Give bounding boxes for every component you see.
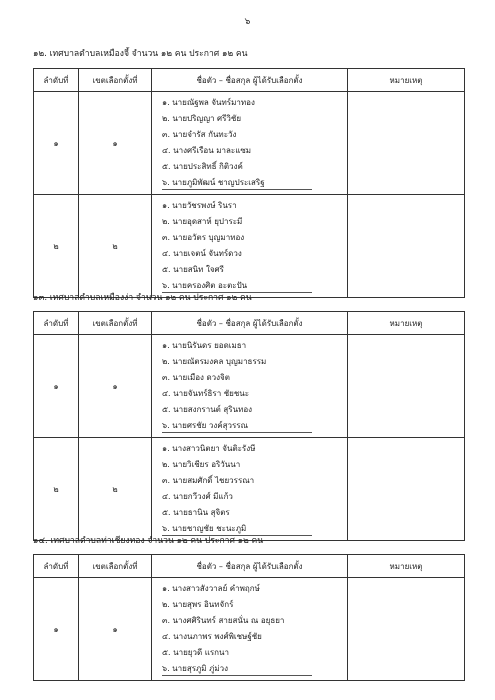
table-row <box>34 195 465 298</box>
header-order: ลำดับที่ <box>34 69 79 92</box>
names-cell <box>152 195 348 298</box>
section-title-14: ๑๔. เทศบาลตำบลท่าเชียงทอง จำนวน ๑๒ คน ประกาศ ๑๒ คน <box>33 536 264 546</box>
name-line: ๒. นายณัตรมงคล บุญมาธรรม <box>162 357 267 366</box>
name-line: ๑. นายวัชรพงษ์ รินรา <box>162 201 237 210</box>
name-line: ๑. นางสาวนิตยา จันติะรังษี <box>162 444 256 453</box>
name-line: ๓. นายสมศักดิ์ ไชยวรรณา <box>162 476 255 485</box>
remark-cell <box>348 438 465 541</box>
table-row <box>34 335 465 438</box>
zone-cell: ๒ <box>79 195 152 298</box>
header-remark: หมายเหตุ <box>348 69 465 92</box>
remark-cell <box>348 578 465 681</box>
name-line: ๑. นายนิรันดร ยอดเมธา <box>162 341 247 350</box>
remark-cell <box>348 335 465 438</box>
name-line: ๒. นายวิเชียร อริวันนา <box>162 460 241 469</box>
name-line: ๖. นายศรชัย วงค์สุวรรณ <box>162 418 347 434</box>
name-line: ๔. นายเจตน์ จันทร์ดวง <box>162 249 242 258</box>
name-line: ๑. นางสาวสังวาลย์ คำพฤกษ์ <box>162 584 260 593</box>
name-line: ๒. นายปริญญา ศรีวิชัย <box>162 114 242 123</box>
name-line: ๖. นายครองศิต อะตะปัน <box>162 278 347 294</box>
name-line: ๑. นายณัฐพล จันทร์มาทอง <box>162 98 255 107</box>
header-zone: เขตเลือกตั้งที่ <box>79 69 152 92</box>
election-table-13 <box>33 311 465 541</box>
name-line: ๔. นายจันทร์ธิรา ชัยชนะ <box>162 389 250 398</box>
names-cell <box>152 335 348 438</box>
remark-cell <box>348 92 465 195</box>
table-header-row <box>34 312 465 335</box>
name-line: ๖. นายชาญชัย ชะนะภูมิ <box>162 521 347 537</box>
name-line: ๖. นายภูมิพัฒน์ ชาญประเสริฐ <box>162 175 347 191</box>
header-zone: เขตเลือกตั้งที่ <box>79 555 152 578</box>
name-line: ๓. นายอวัตร บุญมาทอง <box>162 233 245 242</box>
name-line: ๔. นางศรีเรือน มาละแซม <box>162 146 252 155</box>
section-title-13: ๑๓. เทศบาลตำบลเหมืองง่า จำนวน ๑๒ คน ประกาศ ๑๒ คน <box>33 293 252 303</box>
zone-cell: ๑ <box>79 335 152 438</box>
header-remark: หมายเหตุ <box>348 312 465 335</box>
header-order: ลำดับที่ <box>34 312 79 335</box>
section-title-12: ๑๒. เทศบาลตำบลเหมืองจี้ จำนวน ๑๒ คน ประกาศ ๑๒ คน <box>33 49 248 59</box>
header-names: ชื่อตัว – ชื่อสกุล ผู้ได้รับเลือกตั้ง <box>152 312 348 335</box>
order-cell: ๒ <box>34 195 79 298</box>
header-names: ชื่อตัว – ชื่อสกุล ผู้ได้รับเลือกตั้ง <box>152 555 348 578</box>
page-number: ๖ <box>244 17 251 27</box>
order-cell: ๑ <box>34 335 79 438</box>
remark-cell <box>348 195 465 298</box>
name-line: ๕. นายสงกรานต์ สุรินทอง <box>162 405 253 414</box>
table-row <box>34 92 465 195</box>
header-zone: เขตเลือกตั้งที่ <box>79 312 152 335</box>
name-line: ๕. นายประสิทธิ์ กิติวงค์ <box>162 162 243 171</box>
header-names: ชื่อตัว – ชื่อสกุล ผู้ได้รับเลือกตั้ง <box>152 69 348 92</box>
header-order: ลำดับที่ <box>34 555 79 578</box>
table-row <box>34 578 465 681</box>
zone-cell: ๑ <box>79 92 152 195</box>
table-header-row <box>34 555 465 578</box>
name-line: ๕. นายธานิน สุจิตร <box>162 508 230 517</box>
table-row <box>34 438 465 541</box>
name-line: ๔. นางนภาพร พงศ์พิเชษฐ์ชัย <box>162 632 262 641</box>
names-cell <box>152 92 348 195</box>
election-table-12 <box>33 68 465 298</box>
name-line: ๕. นายสนิท ใจศรี <box>162 265 224 274</box>
order-cell: ๒ <box>34 438 79 541</box>
order-cell: ๑ <box>34 92 79 195</box>
zone-cell: ๑ <box>79 578 152 681</box>
names-cell <box>152 578 348 681</box>
table-header-row <box>34 69 465 92</box>
name-line: ๒. นายอุดสาห์ ยุปาระมี <box>162 217 243 226</box>
name-line: ๓. นางศศิรินทร์ สายสนั่น ณ อยุธยา <box>162 616 285 625</box>
names-cell <box>152 438 348 541</box>
zone-cell: ๒ <box>79 438 152 541</box>
name-line: ๖. นายสุรภูมิ ภู่ม่วง <box>162 661 347 677</box>
election-table-14 <box>33 554 465 681</box>
header-remark: หมายเหตุ <box>348 555 465 578</box>
name-line: ๕. นายยุวดี แรกนา <box>162 648 229 657</box>
name-line: ๓. นายจำรัส กันทะวัง <box>162 130 237 139</box>
order-cell: ๑ <box>34 578 79 681</box>
name-line: ๒. นายสุพร อินทจักร์ <box>162 600 234 609</box>
name-line: ๓. นายเมือง ดวงจิต <box>162 373 230 382</box>
name-line: ๔. นายกวีวงศ์ มีแก้ว <box>162 492 233 501</box>
